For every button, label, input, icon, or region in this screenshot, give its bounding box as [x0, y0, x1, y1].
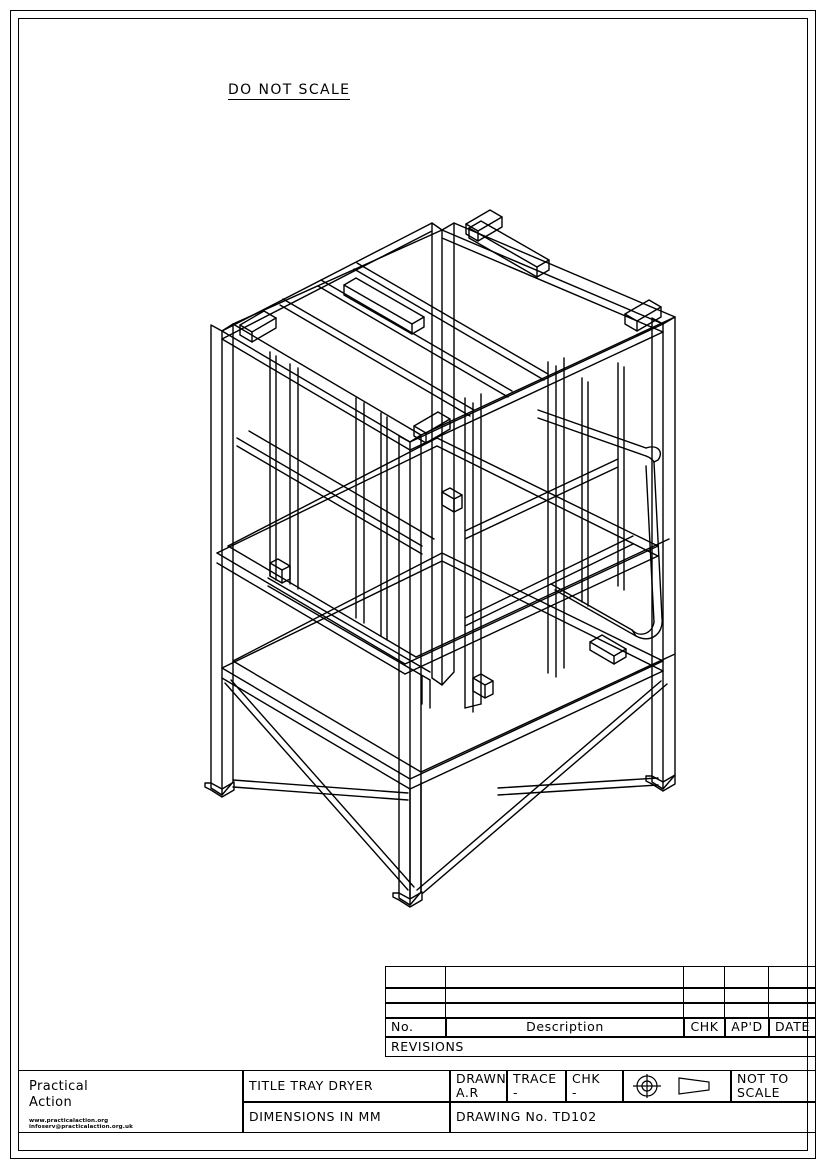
chk-cell	[566, 1070, 623, 1102]
do-not-scale-note: DO NOT SCALE	[228, 82, 351, 98]
drawing-no-label: DRAWING No.	[456, 1109, 549, 1125]
revision-col-apd	[725, 966, 769, 1018]
revision-header-chk: CHK	[684, 1018, 725, 1037]
first-angle-projection-icon	[627, 1073, 727, 1099]
company-logo-cell	[18, 1070, 243, 1133]
revision-col-description	[446, 966, 684, 1018]
revision-col-no	[385, 966, 446, 1018]
revision-col-chk	[684, 966, 725, 1018]
drawn-label: DRAWN	[456, 1070, 507, 1086]
drawn-value: A.R	[456, 1085, 479, 1100]
drawing-no-value: TD102	[552, 1109, 597, 1125]
drawn-cell	[450, 1070, 507, 1102]
company-name-line2: Action	[29, 1095, 73, 1111]
dimensions-cell: DIMENSIONS IN MM	[243, 1102, 450, 1133]
trace-value: -	[513, 1085, 519, 1100]
revision-header-no: No.	[385, 1018, 446, 1037]
chk-value: -	[572, 1085, 578, 1100]
company-email: infoserv@practicalaction.org.uk	[29, 1124, 133, 1131]
revision-header-date: DATE	[769, 1018, 816, 1037]
revision-header-apd: AP'D	[725, 1018, 769, 1037]
scale-line1: NOT TO	[737, 1070, 789, 1086]
title-label: TITLE	[249, 1077, 286, 1093]
company-name-line1: Practical	[29, 1079, 89, 1094]
trace-cell	[507, 1070, 566, 1102]
scale-line2: SCALE	[737, 1085, 781, 1100]
revisions-label: REVISIONS	[385, 1037, 816, 1057]
revision-header-description: Description	[446, 1018, 684, 1037]
scale-cell	[731, 1070, 816, 1102]
chk-label: CHK	[572, 1070, 601, 1086]
projection-symbol-cell	[623, 1070, 731, 1102]
company-website: www.practicalaction.org	[29, 1117, 109, 1124]
trace-label: TRACE	[513, 1070, 557, 1086]
drawing-number-cell	[450, 1102, 816, 1133]
title-value: TRAY DRYER	[290, 1077, 374, 1093]
title-cell	[243, 1070, 450, 1102]
